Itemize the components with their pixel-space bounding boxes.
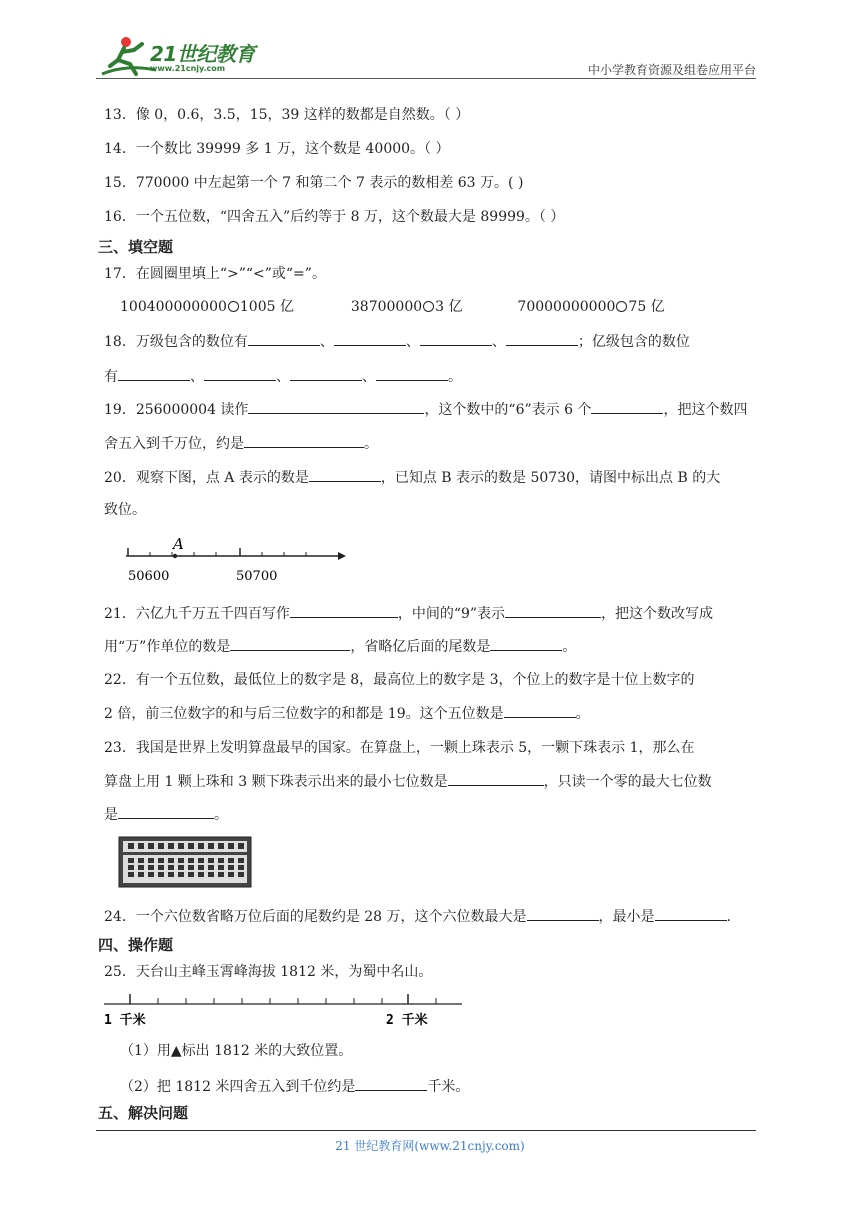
question-25-part2 xyxy=(120,1076,469,1097)
question-24-text: ，最小是 xyxy=(598,909,655,925)
question-25-text: 千米。 xyxy=(427,1079,470,1095)
answer-blank[interactable] xyxy=(504,703,576,718)
question-19-text: 19．256000004 读作 xyxy=(104,402,249,418)
compare-right-2: 3 亿 xyxy=(435,299,463,315)
question-23-line3: 是 。 xyxy=(104,804,228,825)
compare-left-1: 100400000000 xyxy=(120,299,227,315)
question-18-text: 有 xyxy=(104,369,118,385)
question-25: 25．天台山主峰玉霄峰海拔 1812 米，为蜀中名山。 xyxy=(104,964,433,980)
question-14: 14．一个数比 39999 多 1 万，这个数是 40000。（ ） xyxy=(104,141,450,157)
logo-url: www.21cnjy.com xyxy=(150,64,226,73)
scale-label-2km: 2 千米 xyxy=(386,1013,428,1028)
section-title-operation: 四、操作题 xyxy=(98,936,174,954)
abacus-figure xyxy=(118,836,252,888)
answer-blank[interactable] xyxy=(655,906,727,921)
answer-blank[interactable] xyxy=(505,603,601,618)
answer-blank[interactable] xyxy=(334,331,406,346)
question-19-line2: 舍五入到千万位，约是 。 xyxy=(104,433,378,454)
tick-label-50600: 50600 xyxy=(128,569,170,584)
question-16: 16．一个五位数，“四舍五入”后约等于 8 万，这个数最大是 89999。（ ） xyxy=(104,209,565,225)
question-23-text: 是 xyxy=(104,807,118,823)
answer-blank[interactable] xyxy=(290,603,398,618)
question-24-text: 24．一个六位数省略万位后面的尾数约是 28 万，这个六位数最大是 xyxy=(104,909,527,925)
footer-text: 21 世纪教育网(www.21cnjy.com) xyxy=(335,1139,525,1153)
compare-right-3: 75 亿 xyxy=(628,299,665,315)
answer-blank[interactable] xyxy=(527,906,599,921)
question-21-line2: 用“万”作单位的数是 ，省略亿后面的尾数是 。 xyxy=(104,636,576,657)
answer-blank[interactable] xyxy=(248,331,320,346)
question-23-text: 算盘上用 1 颗上珠和 3 颗下珠表示出来的最小七位数是 xyxy=(104,774,448,790)
answer-blank[interactable] xyxy=(591,399,663,414)
compare-left-2: 38700000 xyxy=(350,299,423,315)
answer-blank[interactable] xyxy=(420,331,492,346)
section-title-fill: 三、填空题 xyxy=(98,238,174,256)
question-23-line2 xyxy=(104,771,712,792)
kilometer-scale-figure xyxy=(100,990,466,1030)
question-18-line1: 18．万级包含的数位有 、 、 、 ；亿级包含的数位 xyxy=(104,331,690,352)
question-18-text: ；亿级包含的数位 xyxy=(577,334,690,350)
footer-divider xyxy=(96,1130,756,1131)
question-22-line2: 2 倍，前三位数字的和与后三位数字的和都是 19。这个五位数是 。 xyxy=(104,703,590,724)
question-15: 15．770000 中左起第一个 7 和第二个 7 表示的数相差 63 万。( ) xyxy=(104,175,524,191)
answer-blank[interactable] xyxy=(204,366,276,381)
question-21-text: ，中间的“9”表示 xyxy=(397,606,506,622)
question-22-line1: 22．有一个五位数，最低位上的数字是 8，最高位上的数字是 3，个位上的数字是十位上数字的 xyxy=(104,672,695,688)
question-25-part1: （1）用▲标出 1812 米的大致位置。 xyxy=(120,1043,353,1059)
question-21-text: 用“万”作单位的数是 xyxy=(104,639,231,655)
number-line-figure xyxy=(118,534,358,586)
answer-blank[interactable] xyxy=(376,366,448,381)
header-divider xyxy=(96,78,756,79)
question-17-items xyxy=(120,297,665,317)
section-title-solve: 五、解决问题 xyxy=(98,1104,189,1122)
compare-circle[interactable] xyxy=(228,301,239,312)
question-20-text: ，已知点 B 表示的数是 50730，请图中标出点 B 的大 xyxy=(380,470,721,486)
question-23-line1: 23．我国是世界上发明算盘最早的国家。在算盘上，一颗上珠表示 5，一颗下珠表示 1，那么在 xyxy=(104,740,695,756)
question-23-text: ，只读一个零的最大七位数 xyxy=(543,774,712,790)
question-24: 24．一个六位数省略万位后面的尾数约是 28 万，这个六位数最大是 ，最小是 . xyxy=(104,906,731,927)
question-18-line2: 有 、 、 、 。 xyxy=(104,366,462,387)
answer-blank[interactable] xyxy=(118,804,214,819)
point-a-label: A xyxy=(173,535,184,553)
answer-blank[interactable] xyxy=(355,1076,427,1091)
logo-text: 21世纪教育 xyxy=(150,42,255,66)
question-21-text: ，把这个数改写成 xyxy=(601,606,714,622)
compare-left-3: 70000000000 xyxy=(517,299,616,315)
question-19-text: ，这个数中的“6”表示 6 个 xyxy=(424,402,592,418)
question-18-text: 18．万级包含的数位有 xyxy=(104,334,248,350)
question-25-text: （2）把 1812 米四舍五入到千位约是 xyxy=(120,1079,356,1095)
tick-label-50700: 50700 xyxy=(236,569,278,584)
question-20-text: 20．观察下图，点 A 表示的数是 xyxy=(104,470,309,486)
question-21-text: ，省略亿后面的尾数是 xyxy=(350,639,491,655)
question-21-text: 21．六亿九千万五千四百写作 xyxy=(104,606,290,622)
answer-blank[interactable] xyxy=(309,467,381,482)
question-20-line2: 致位。 xyxy=(104,502,146,518)
compare-circle[interactable] xyxy=(423,301,434,312)
answer-blank[interactable] xyxy=(244,433,364,448)
question-20-line1 xyxy=(104,467,720,488)
answer-blank[interactable] xyxy=(290,366,362,381)
answer-blank[interactable] xyxy=(248,399,424,414)
question-19-text: ，把这个数四 xyxy=(663,402,748,418)
answer-blank[interactable] xyxy=(118,366,190,381)
question-19-line1 xyxy=(104,399,747,420)
answer-blank[interactable] xyxy=(448,771,544,786)
platform-title: 中小学教育资源及组卷应用平台 xyxy=(587,63,756,77)
answer-blank[interactable] xyxy=(230,636,350,651)
question-17: 17．在圆圈里填上“>”“<”或“=”。 xyxy=(104,266,326,282)
question-21-line1 xyxy=(104,603,713,624)
scale-label-1km: 1 千米 xyxy=(104,1013,146,1028)
compare-right-1: 1005 亿 xyxy=(239,299,294,315)
question-19-text: 舍五入到千万位，约是 xyxy=(104,436,244,452)
question-13: 13．像 0，0.6，3.5，15，39 这样的数都是自然数。（ ） xyxy=(104,107,470,123)
answer-blank[interactable] xyxy=(506,331,578,346)
question-22-text: 2 倍，前三位数字的和与后三位数字的和都是 19。这个五位数是 xyxy=(104,706,504,722)
answer-blank[interactable] xyxy=(490,636,562,651)
compare-circle[interactable] xyxy=(616,301,627,312)
